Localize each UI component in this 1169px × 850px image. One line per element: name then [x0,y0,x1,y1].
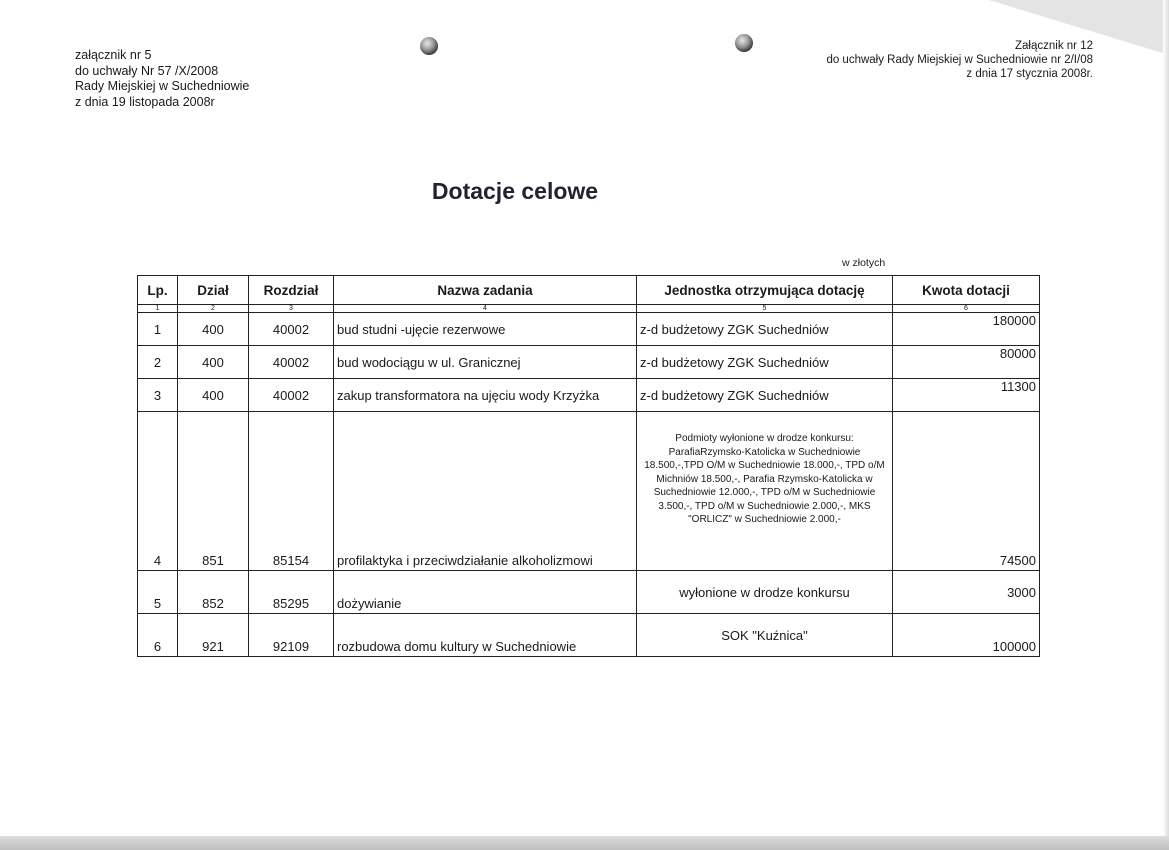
unit-label: w złotych [842,257,886,269]
column-number-row [138,305,1040,313]
table-row [138,571,1040,614]
cell-jednostka: Podmioty wyłonione w drodze konkursu: ParafiaRzymsko-Katolicka w Suchedniowie 18.500,-,TPD O/M w Suchedniowie 18.000,-, TPD o/M Michniów 18.500,-, Parafia Rzymsko-Katolicka w Suchedniowie 12.000,-, TPD o/M w Suchedniowie 3.500,-, TPD o/M w Suchedniowie 2.000,-, MKS "ORLICZ" w Suchedniowie 2.000,- [637,412,893,571]
column-number: 3 [249,305,334,313]
header-right-line: z dnia 17 stycznia 2008r. [966,68,1093,80]
cell-kwota: 100000 [893,614,1040,657]
cell-kwota: 80000 [893,346,1040,379]
column-number: 5 [637,305,893,313]
page-bottom-edge [0,836,1169,850]
cell-kwota: 3000 [893,571,1040,614]
cell-dzial: 921 [178,614,249,657]
header-left-annotation [75,48,249,110]
column-header: Kwota dotacji [893,276,1040,305]
cell-lp: 6 [138,614,178,657]
cell-jednostka: z-d budżetowy ZGK Suchedniów [637,379,893,412]
cell-rozdzial: 40002 [249,379,334,412]
cell-nazwa: profilaktyka i przeciwdziałanie alkoholizmowi [334,412,637,571]
column-header: Lp. [138,276,178,305]
cell-dzial: 852 [178,571,249,614]
header-right-annotation [826,39,1093,81]
header-right-line: Załącznik nr 12 [1015,40,1093,52]
cell-lp: 4 [138,412,178,571]
cell-lp: 2 [138,346,178,379]
table-row [138,412,1040,571]
cell-nazwa: zakup transformatora na ujęciu wody Krzyżka [334,379,637,412]
page-right-edge [1163,0,1169,840]
column-number: 1 [138,305,178,313]
grants-table [137,275,1040,657]
column-header: Rozdział [249,276,334,305]
cell-kwota: 180000 [893,313,1040,346]
cell-kwota: 74500 [893,412,1040,571]
cell-nazwa: bud wodociągu w ul. Granicznej [334,346,637,379]
punch-hole-icon [735,34,753,52]
header-left-line: z dnia 19 listopada 2008r [75,94,215,109]
cell-rozdzial: 85295 [249,571,334,614]
column-header: Jednostka otrzymująca dotację [637,276,893,305]
page-title: Dotacje celowe [431,178,599,204]
cell-rozdzial: 85154 [249,412,334,571]
cell-jednostka: z-d budżetowy ZGK Suchedniów [637,346,893,379]
table-row [138,346,1040,379]
cell-lp: 1 [138,313,178,346]
punch-hole-icon [420,37,438,55]
column-number: 2 [178,305,249,313]
cell-jednostka: z-d budżetowy ZGK Suchedniów [637,313,893,346]
cell-rozdzial: 40002 [249,313,334,346]
header-left-line: Rady Miejskiej w Suchedniowie [75,79,250,93]
cell-dzial: 400 [178,346,249,379]
column-header: Dział [178,276,249,305]
cell-jednostka: wyłonione w drodze konkursu [637,571,893,614]
header-left-line: załącznik nr 5 [75,48,152,62]
cell-rozdzial: 40002 [249,346,334,379]
column-number: 6 [893,305,1040,313]
table-row [138,614,1040,657]
cell-lp: 3 [138,379,178,412]
cell-kwota: 11300 [893,379,1040,412]
cell-dzial: 400 [178,379,249,412]
cell-lp: 5 [138,571,178,614]
cell-dzial: 851 [178,412,249,571]
cell-jednostka: SOK "Kuźnica" [637,614,893,657]
cell-nazwa: dożywianie [334,571,637,614]
header-left-line: do uchwały Nr 57 /X/2008 [75,63,219,78]
table-row [138,313,1040,346]
cell-nazwa: rozbudowa domu kultury w Suchedniowie [334,614,637,657]
table-row [138,379,1040,412]
cell-rozdzial: 92109 [249,614,334,657]
header-right-line: do uchwały Rady Miejskiej w Suchedniowie nr 2/I/08 [826,54,1093,66]
table-header-row [138,276,1040,305]
column-header: Nazwa zadania [334,276,637,305]
cell-nazwa: bud studni -ujęcie rezerwowe [334,313,637,346]
column-number: 4 [334,305,637,313]
cell-dzial: 400 [178,313,249,346]
